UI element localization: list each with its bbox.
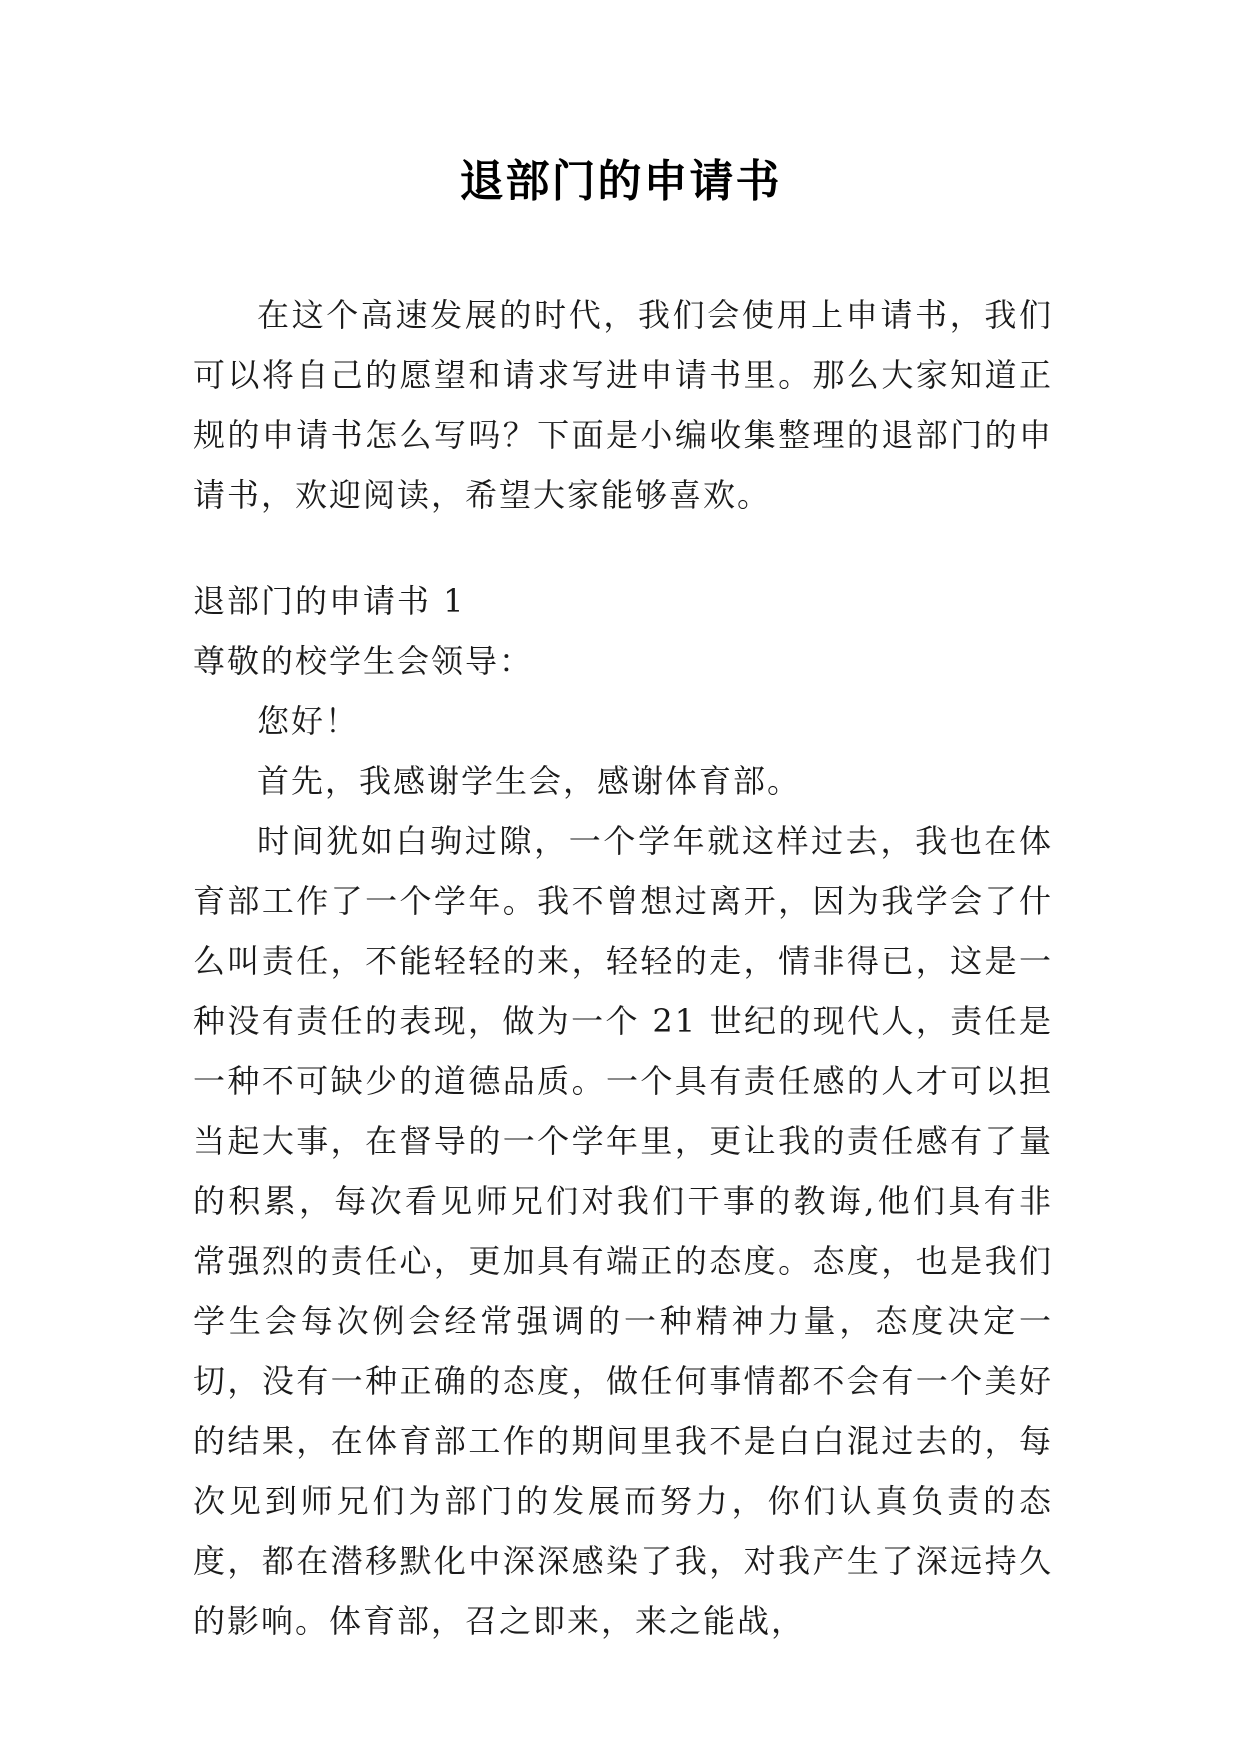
document-body <box>193 285 1053 1651</box>
intro-paragraph: 在这个高速发展的时代，我们会使用上申请书，我们可以将自己的愿望和请求写进申请书里。那么大家知道正规的申请书怎么写吗？下面是小编收集整理的退部门的申请书，欢迎阅读，希望大家能够喜欢。 <box>193 296 1053 514</box>
section-heading: 退部门的申请书 1 <box>193 582 466 620</box>
paragraph-thanks: 首先，我感谢学生会，感谢体育部。 <box>257 762 802 800</box>
greeting: 您好！ <box>257 702 360 740</box>
document-title: 退部门的申请书 <box>459 156 782 207</box>
paragraph-spacer <box>193 525 1053 571</box>
paragraph-main: 时间犹如白驹过隙，一个学年就这样过去，我也在体育部工作了一个学年。我不曾想过离开，因为我学会了什么叫责任，不能轻轻的来，轻轻的走，情非得已，这是一种没有责任的表现，做为一个 21 世纪的现代人，责任是一种不可缺少的道德品质。一个具有责任感的人才可以担当起大事，在督导的一个学年里，更让我的责任感有了量的积累，每次看见师兄们对我们干事的教诲,他们具有非常强烈的责任心，更加具有端正的态度。态度，也是我们学生会每次例会经常强调的一种精神力量，态度决定一切，没有一种正确的态度，做任何事情都不会有一个美好的结果，在体育部工作的期间里我不是白白混过去的，每次见到师兄们为部门的发展而努力，你们认真负责的态度，都在潜移默化中深深感染了我，对我产生了深远持久的影响。体育部，召之即来，来之能战， <box>193 822 1053 1640</box>
salutation: 尊敬的校学生会领导： <box>193 642 534 680</box>
